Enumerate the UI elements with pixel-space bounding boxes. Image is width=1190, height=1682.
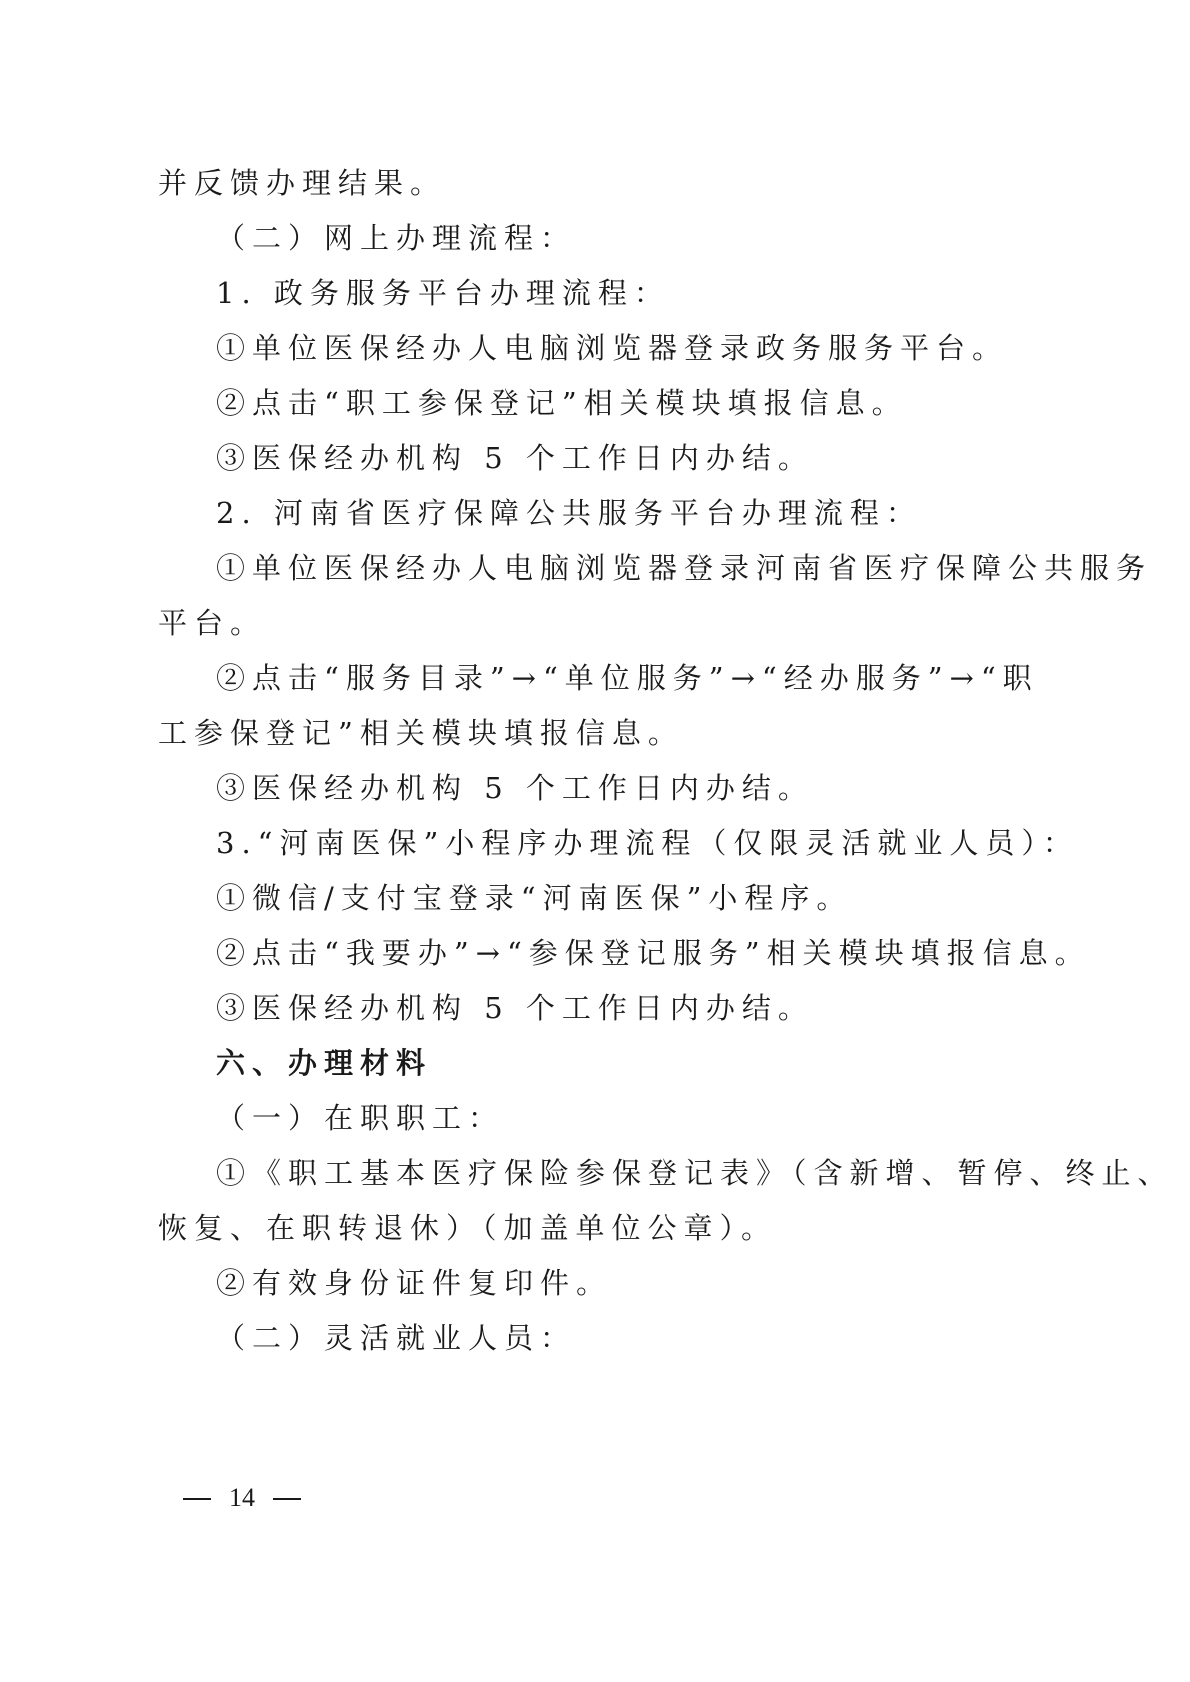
footer-dash-left xyxy=(183,1498,211,1500)
text-line: ①单位医保经办人电脑浏览器登录政务服务平台。 xyxy=(216,331,1009,365)
text-line: ②点击“职工参保登记”相关模块填报信息。 xyxy=(216,386,908,420)
text-line: ②有效身份证件复印件。 xyxy=(216,1266,613,1300)
footer-dash-right xyxy=(273,1498,301,1500)
subsection-heading: 2. 河南省医疗保障公共服务平台办理流程： xyxy=(216,496,922,530)
subsection-heading: 3.“河南医保”小程序办理流程（仅限灵活就业人员）： xyxy=(216,826,1079,860)
text-line: ③医保经办机构 5 个工作日内办结。 xyxy=(216,771,814,805)
page-footer xyxy=(183,1480,301,1516)
chapter-heading: 六、办理材料 xyxy=(216,1046,433,1080)
text-line: ②点击“服务目录”→“单位服务”→“经办服务”→“职 xyxy=(216,661,1039,695)
text-line: ③医保经办机构 5 个工作日内办结。 xyxy=(216,991,814,1025)
text-line: 并反馈办理结果。 xyxy=(158,166,447,200)
text-line: ②点击“我要办”→“参保登记服务”相关模块填报信息。 xyxy=(216,936,1091,970)
text-line: ①微信/支付宝登录“河南医保”小程序。 xyxy=(216,881,853,915)
text-line: ①《职工基本医疗保险参保登记表》（含新增、暂停、终止、 xyxy=(216,1156,1174,1190)
text-line: 平台。 xyxy=(158,606,267,640)
subsection-heading: 1. 政务服务平台办理流程： xyxy=(216,276,670,310)
section-heading: （一）在职职工： xyxy=(216,1101,505,1135)
section-heading: （二）灵活就业人员： xyxy=(216,1321,577,1355)
text-line: 恢复、在职转退休）（加盖单位公章）。 xyxy=(158,1211,778,1245)
text-line: ①单位医保经办人电脑浏览器登录河南省医疗保障公共服务 xyxy=(216,551,1153,585)
text-line: ③医保经办机构 5 个工作日内办结。 xyxy=(216,441,814,475)
text-line: 工参保登记”相关模块填报信息。 xyxy=(158,716,684,750)
page-number: 14 xyxy=(229,1483,255,1512)
section-heading: （二）网上办理流程： xyxy=(216,221,577,255)
